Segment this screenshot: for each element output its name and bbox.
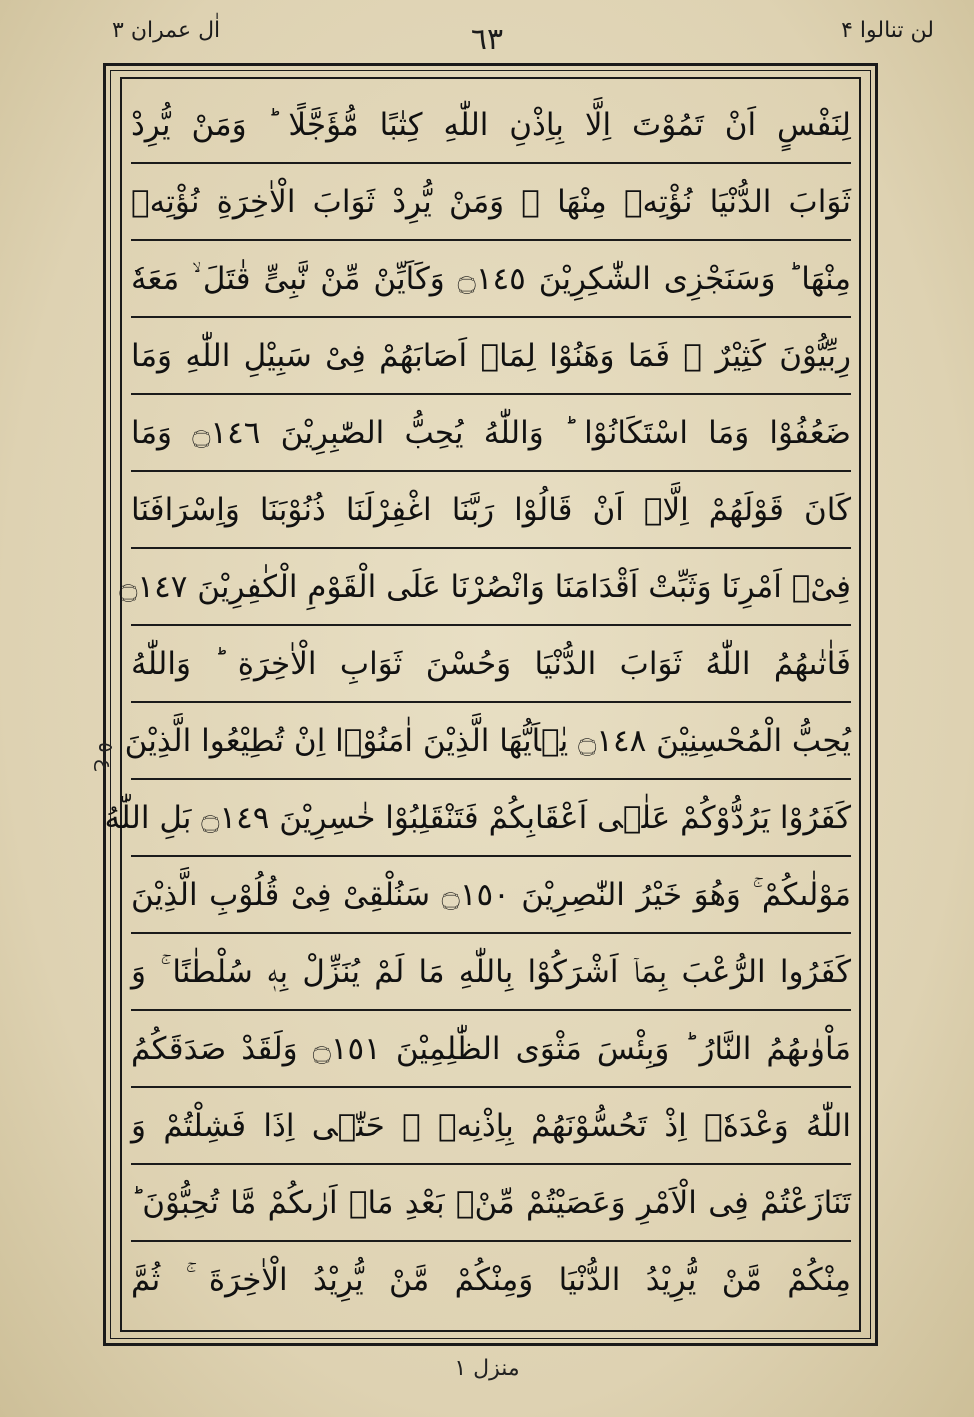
text-line: مِنْكُمْ مَّنْ يُّرِيْدُ الدُّنْيَا وَمِنْكُمْ مَّنْ يُّرِيْدُ الْاٰخِرَةَ ۚ ثُمَّ xyxy=(131,1262,851,1298)
text-line: كَفَرُوا الرُّعْبَ بِمَاۤ اَشْرَكُوْا بِاللّٰهِ مَا لَمْ يُنَزِّلْ بِهٖ سُلْطٰنًا ۚ وَ xyxy=(131,935,851,1011)
text-line: كَانَ قَوْلَهُمْ اِلَّاۤ اَنْ قَالُوْا رَبَّنَا اغْفِرْلَنَا ذُنُوْبَنَا وَاِسْرَافَنَا xyxy=(131,473,851,549)
text-line: ضَعُفُوْا وَمَا اسْتَكَانُوْا ؕ وَاللّٰهُ يُحِبُّ الصّٰبِرِيْنَ ۝١٤٦ وَمَا xyxy=(131,396,851,472)
text-line: كَفَرُوْا يَرُدُّوْكُمْ عَلٰۤى اَعْقَابِكُمْ فَتَنْقَلِبُوْا خٰسِرِيْنَ ۝١٤٩ بَلِ اللّٰهُ xyxy=(131,781,851,857)
text-line: فِىْۤ اَمْرِنَا وَثَبِّتْ اَقْدَامَنَا وَانْصُرْنَا عَلَى الْقَوْمِ الْكٰفِرِيْنَ ۝١٤٧ xyxy=(131,550,851,626)
text-line: ثَوَابَ الدُّنْيَا نُؤْتِهٖ مِنْهَا ۚ وَمَنْ يُّرِدْ ثَوَابَ الْاٰخِرَةِ نُؤْتِهٖ xyxy=(131,165,851,241)
text-line: مَاْوٰٮهُمُ النَّارُ ؕ وَبِئْسَ مَثْوَى الظّٰلِمِيْنَ ۝١٥١ وَلَقَدْ صَدَقَكُمُ xyxy=(131,1012,851,1088)
page-number: ٦٣ xyxy=(470,22,504,57)
juz-name: لن تنالوا ۴ xyxy=(841,18,934,43)
text-line: اللّٰهُ وَعْدَهٗۤ اِذْ تَحُسُّوْنَهُمْ بِاِذْنِهٖ ۚ حَتّٰۤى اِذَا فَشِلْتُمْ وَ xyxy=(131,1089,851,1165)
text-line: مِنْهَا ؕ وَسَنَجْزِى الشّٰكِرِيْنَ ۝١٤٥ وَكَاَيِّنْ مِّنْ نَّبِىٍّ قٰتَلَ ۙ مَعَهٗ xyxy=(131,242,851,318)
text-line: لِنَفْسٍ اَنْ تَمُوْتَ اِلَّا بِاِذْنِ اللّٰهِ كِتٰبًا مُّؤَجَّلًا ؕ وَمَنْ يُّرِدْ xyxy=(131,88,851,164)
text-line: فَاٰتٰىهُمُ اللّٰهُ ثَوَابَ الدُّنْيَا وَحُسْنَ ثَوَابِ الْاٰخِرَةِ ؕ وَاللّٰهُ xyxy=(131,627,851,703)
text-line: رِبِّيُّوْنَ كَثِيْرٌ ۚ فَمَا وَهَنُوْا لِمَاۤ اَصَابَهُمْ فِىْ سَبِيْلِ اللّٰهِ وَمَا xyxy=(131,319,851,395)
text-line: مَوْلٰٮكُمْ ۚ وَهُوَ خَيْرُ النّٰصِرِيْنَ ۝١٥٠ سَنُلْقِىْ فِىْ قُلُوْبِ الَّذِيْنَ xyxy=(131,858,851,934)
text-line: يُحِبُّ الْمُحْسِنِيْنَ ۝١٤٨ يٰۤاَيُّهَا الَّذِيْنَ اٰمَنُوْۤا اِنْ تُطِيْعُوا الَّذِيْنَ xyxy=(131,704,851,780)
ruku-margin-mark: ع ٥ xyxy=(94,742,118,772)
manzil-footer: منزل ۱ xyxy=(454,1356,520,1381)
surah-name: اٰل عمران ۳ xyxy=(112,18,221,43)
text-line: تَنَازَعْتُمْ فِى الْاَمْرِ وَعَصَيْتُمْ مِّنْۢ بَعْدِ مَاۤ اَرٰٮكُمْ مَّا تُحِبُّوْنَ ؕ xyxy=(131,1166,851,1242)
